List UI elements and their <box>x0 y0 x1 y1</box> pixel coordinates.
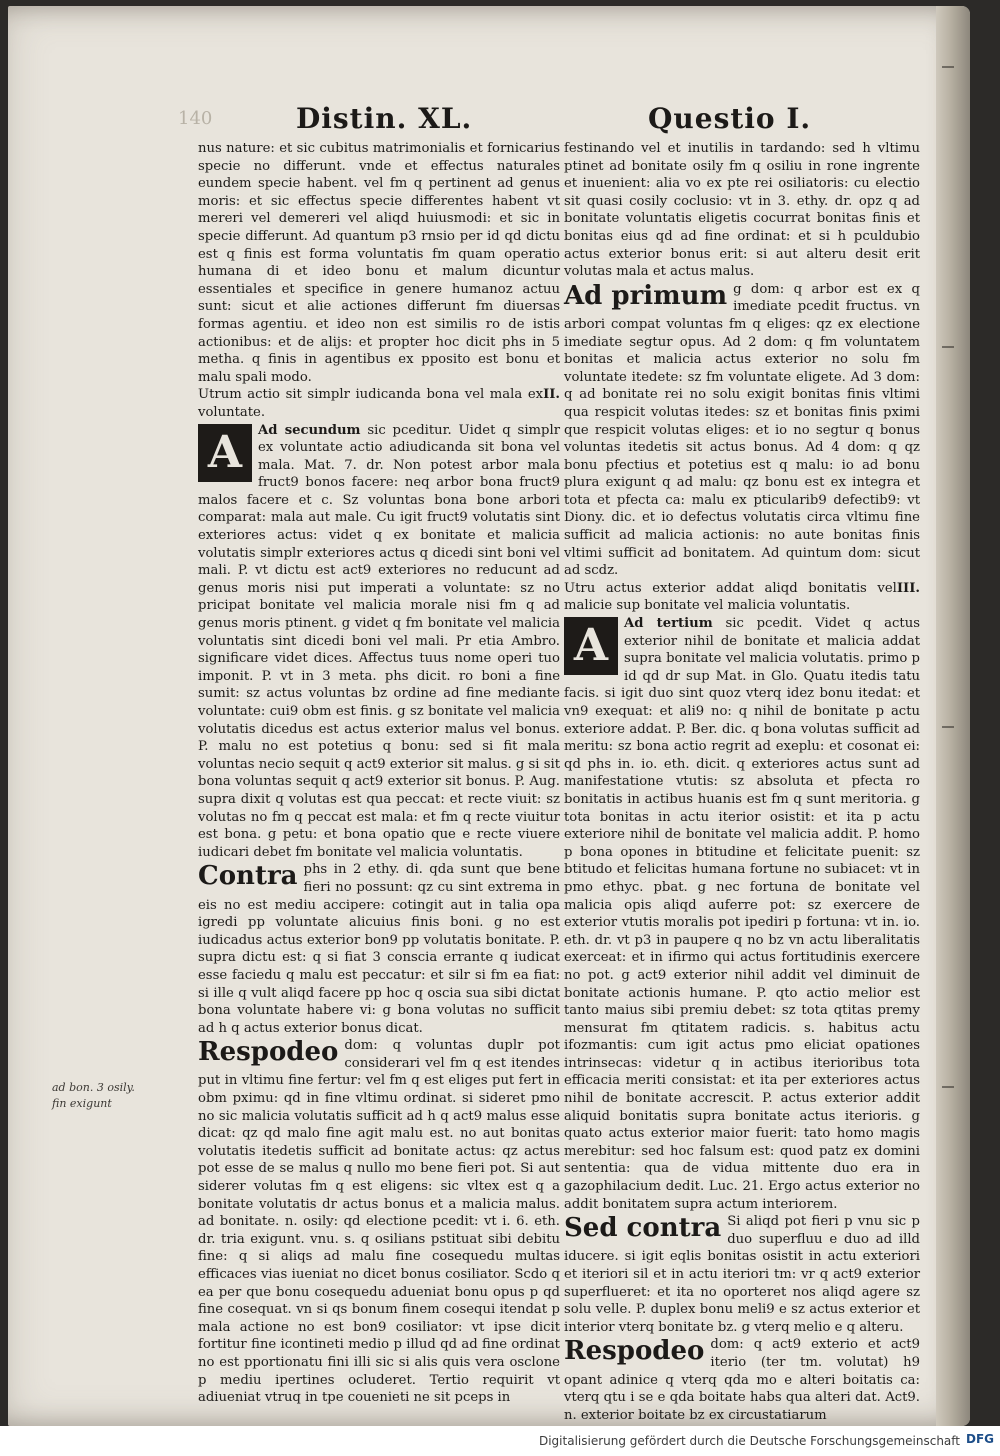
paragraph <box>198 861 560 1037</box>
footer-bar <box>0 1426 1000 1456</box>
folio-number: 140 <box>178 108 213 129</box>
paragraph <box>564 1336 920 1424</box>
margin-annotation <box>52 1080 172 1112</box>
paragraph <box>198 1037 560 1406</box>
section-heading: Ad primum <box>564 280 728 311</box>
annotation-line: ad bon. 3 osily. <box>52 1081 135 1094</box>
edge-mark <box>942 726 954 728</box>
dfg-logo: DFG <box>965 1432 994 1446</box>
paragraph-text: sic pceditur. Uidet q simplr ex voluntate actio adiudicanda sit bona vel mala. Mat. 7. dr. Non potest arbor mala fruct9 bonos facere: neq arbor bona fruct9 malos facere et c. Sz voluntas bona bone arbori comparat: mala aut male. Cu igit fruct9 volutatis sint exteriores actus: videt q ex bonitate et malicia volutatis simplr exteriores actus q dicedi sint boni vel mali. P. vt dictu est act9 exteriores no reducunt ad genus moris nisi put imperati a voluntate: sz no pricipat bonitate vel malicia morale nisi fm q ad genus moris ptinent. g videt q fm bonitate vel malicia voluntatis sint dicedi boni vel mali. Pr etia Ambro. significare videt dices. Affectus tuus nome operi tuo imponit. P. vt in 3 meta. phs dicit. ro boni a fine sumit: sz actus voluntas bz ordine ad fine mediante voluntate: cui9 obm est finis. g sz bonitate vel malicia volutatis dicedus est actus exterior malus vel bonus. P. malu no est potetius q bonu: sed si fit mala voluntas necio sequit q act9 exterior sit malus. g si sit bona voluntas sequit q act9 exterior sit bonus. P. Aug. supra dixit q volutas est qua peccat: et recte viuit: sz volutas no fm q peccat est mala: et fm q recte viuitur est bona. g petu: et bona opatio que e recte viuere iudicari debet fm bonitate vel malicia voluntatis. <box>198 422 560 860</box>
page-edge <box>936 6 970 1426</box>
question-title: Utrum actio sit simplr iudicanda bona vel mala ex voluntate. <box>198 387 544 420</box>
section-heading: Contra <box>198 861 298 892</box>
page-header <box>8 102 970 142</box>
edge-mark <box>942 1086 954 1088</box>
running-title-right: Questio I. <box>648 102 812 135</box>
right-column <box>564 140 920 1424</box>
section-lead: Ad tertium <box>624 616 713 632</box>
paragraph <box>564 615 920 1213</box>
annotation-line: fin exigunt <box>52 1097 112 1110</box>
paragraph-text: Si aliqd pot fieri p vnu sic p duo superfluu e duo ad illd iducere. si igit eqlis bonitas osistit in actu exteriori et iteriori sil et in actu iteriori tm: vr q act9 exterior superflueret: et ita no oporteret nos aliqd agere sz solu velle. P. duplex bonu meli9 e sz actus exterior et interior vterq bonitate bz. g vterq melio e q alteru. <box>564 1214 920 1335</box>
section-lead: Ad secundum <box>258 422 361 438</box>
funding-note: Digitalisierung gefördert durch die Deutsche Forschungsgemeinschaft <box>538 1434 960 1448</box>
paragraph: festinando vel et inutilis in tardando: sed h vltimu ptinet ad bonitate osily fm q osiliu in rone ingrente et inuenient: alia vo ex pte rei osiliatoris: cu electio sit quasi cosily coclusio: vt in 3. ethy. dr. opz q ad bonitate voluntatis eligetis cocurrat bonitas finis et bonitas eius qd ad fine ordinat: et si h pculdubio actus exterior bonus erit: si aut alteru desit erit volutas mala et actus malus. <box>564 141 920 280</box>
question-heading <box>564 580 920 615</box>
paragraph <box>198 422 560 862</box>
dropcap-initial: A <box>564 617 618 675</box>
section-heading: Sed contra <box>564 1213 722 1244</box>
paragraph-text: dom: q voluntas duplr pot considerari vel fm q est itendes put in vltimu fine fertur: vel fm q est eliges put fert in obm pximu: qd in fine vltimu ordinat. si sideret pmo no sic malicia volutatis sufficit ad h q act9 malus esse dicat: qz qd malo fine agit malu est. no aut bonitas volutatis itedetis sufficit ad bonitate actus: qz actus pot esse de se malus q nullo mo bene fieri pot. Si aut siderer volutas fm q est eligens: sic vltex est q a bonitate volutatis dr actus bonus et a malicia malus. ad bonitate. n. osily: qd electione pcedit: vt i. 6. eth. dr. tria exigunt. vnu. s. q osilians pstituat sibi debitu fine: q si aliqs ad malu fine cosequedu multas efficaces vias iueniat no dicet bonus cosiliator. Scdo q ea per que bonu cosequedu adueniat bonu opus p qd fine cosequat. vn si qs bonum finem cosequi itendat p mala actione no est bon9 cosiliator: vt ipse dicit fortitur fine icontineti medio p illud qd ad fine ordinat no est pportionatu fini illi sic si alis quis vera osclone p mediu ipertines ocluderet. Tertio requirit vt adiueniat vtruq in tpe couenieti ne sit pceps in <box>198 1038 560 1406</box>
question-heading <box>198 386 560 421</box>
question-title: Utru actus exterior addat aliqd bonitatis vel malicie sup bonitate vel malicia voluntatis. <box>564 580 897 614</box>
section-heading: Respodeo <box>564 1336 705 1367</box>
section-heading: Respodeo <box>198 1037 339 1068</box>
paragraph-text: g dom: q arbor est ex q imediate pcedit fructus. vn arbori compat voluntas fm q eliges: qz ex electione imediate segtur opus. Ad 2 dom: q fm voluntatem bonitas et malicia actus exterior no solu fm voluntate itedete: sz fm voluntate eligete. Ad 3 dom: q ad bonitate rei no solu exigit bonitas finis vltimi qua respicit volutas itedes: sz et bonitas finis pximi que respicit volutas eliges: et io no segtur q bonus voluntas itedetis sit actus bonus. Ad 4 dom: q qz bonu pfectius et potetius est q malu: io ad bonu plura exigunt q ad malu: qz bonu est ex integra et tota et pfecta ca: malu ex pticularib9 defectib9: vt Diony. dic. et io defectus volutatis circa vltimu fine sufficit ad malicia actionis: no aute bonitas finis vltimi sufficit ad bonitatem. Ad quintum dom: sicut ad scdz. <box>564 281 920 579</box>
edge-mark <box>942 66 954 68</box>
question-number: III. <box>896 580 920 596</box>
paragraph <box>564 281 920 580</box>
paragraph: nus nature: et sic cubitus matrimonialis et fornicarius specie no differunt. vnde et effectus naturales eundem specie habent. vel fm q pertinent ad genus moris: et sic effectus specie differentes habent vt mereri vel demereri vel aliqd huiusmodi: et sic in specie differunt. Ad quantum p3 rnsio per id qd dictu est q finis est forma voluntatis fm quam operatio humana di et ideo bonu et malum dicuntur essentiales et specifice in genere humanoz actuu sunt: sicut et alie actiones differunt fm diuersas formas agentiu. et ideo non est similis ro de istis actionibus: et de alijs: et propter hoc dicit phs in 5 metha. q finis in agentibus ex pposito est bonu et malu spali modo. <box>198 141 560 385</box>
paragraph <box>564 1213 920 1336</box>
paragraph-text: dom: q act9 exterio et act9 iterio (ter tm. volutat) h9 opant adinice q vterq qda mo e alteri boitatis ca: vterq qtu i se e qda boitate habs qua alteri dat. Act9. n. exterior boitate bz ex circustatiarum <box>564 1337 920 1423</box>
running-title-left: Distin. XL. <box>296 102 473 135</box>
question-number: II. <box>543 387 560 403</box>
book-page <box>8 6 970 1426</box>
dropcap-initial: A <box>198 424 252 482</box>
edge-mark <box>942 346 954 348</box>
paragraph-text: sic pcedit. Videt q actus exterior nihil de bonitate et malicia addat supra bonitate vel malicia volutatis. primo p id qd dr sup Mat. in Glo. Quatu itedis tatu facis. si igit duo sint quoz vterq idez bonu itedat: et vn9 exequat: et ali9 no: q nihil de bonitate p actu exteriore addat. P. Ber. dic. q bona volutas sufficit ad meritu: sz bona actio regrit ad exeplu: et cosonat ei: qd phs in. io. eth. dicit. q exteriores actus sunt ad manifestatione vtutis: sz absoluta et pfecta ro bonitatis in actibus huanis est fm q sunt meritoria. g tota bonitas in actu iterior osistit: et ita p actu exteriore nihil de bonitate vel malicia addit. P. homo p bona opones in btitudine et felicitate puenit: sz btitudo et felicitas humana fortune no subiacet: vt in pmo ethyc. pbat. g nec fortuna de bonitate vel malicia opis aliqd auferre pot: sz exercere de exterior vtutis moralis pot ipediri p fortuna: vt in. io. eth. dr. vt p3 in paupere q no bz vn actu liberalitatis exerceat: et in ifirmo qui actus fortitudinis exercere no pot. g act9 exterior nihil addit vel diminuit de bonitate actionis humane. P. qto actio melior est tanto maius sibi premiu debet: sz tota qtitas premy mensurat fm qtitatem radicis. s. habitus actu ifozmantis: cum igit actus pmo eliciat opationes intrinsecas: videtur q in actibus iterioribus tota efficacia meriti consistat: et ita per exteriores actus nihil de bonitate accrescit. P. actus exterior addit aliquid bonitatis supra bonitate actus iterioris. g quato actus exterior maior fuerit: tato homo magis merebitur: sed hoc falsum est: quod patz ex domini sententia: qua de vidua mittente duo era in gazophilacium dedit. Luc. 21. Ergo actus exterior no addit bonitatem supra actum interiorem. <box>564 616 920 1212</box>
paragraph-text: phs in 2 ethy. di. qda sunt que bene fieri no possunt: qz cu sint extrema in eis no est mediu accipere: cotingit aut in talia opa igredi pp voluntate alicuius finis boni. g no est iudicadus actus exterior bon9 pp volutatis bonitate. P. supra dictu est: q si fiat 3 conscia errante q iudicat esse faciedu q malu est peccatur: et silr si fm ea fiat: si ille q vult aliqd facere pp hoc q oscia sua sibi dictat bona voluntate habere vi: g bona volutas no sufficit ad h q actus exterior bonus dicat. <box>198 862 560 1036</box>
left-column <box>198 140 560 1407</box>
